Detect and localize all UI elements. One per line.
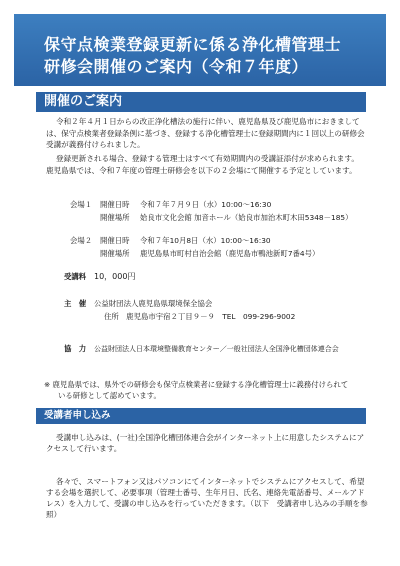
note-block: [44, 379, 374, 401]
registration-paragraph-1: 受講申し込みは、(一社)全国浄化槽団体連合会がインターネット上に用意したシステムにアクセスして行います。: [46, 433, 365, 453]
section-heading-guide: 開催のご案内: [36, 92, 366, 112]
venue1-label: 会場１: [70, 200, 93, 209]
note-line-1: ※ 鹿児島県では、県外での研修会も保守点検業者に登録する浄化槽管理士に義務付けられて: [44, 380, 349, 389]
venue2-label: 会場２: [70, 236, 93, 245]
venue2-place: 鹿児島県市町村自治会館（鹿児島市鴨池新町7番4号）: [140, 249, 320, 258]
cooperation-label: 協 力: [64, 344, 87, 353]
venue2-place-label: 開催場所: [100, 249, 130, 258]
title-line-1: 保守点検業登録更新に係る浄化槽管理士: [44, 35, 342, 54]
section-heading-registration: 受講者申し込み: [36, 408, 366, 424]
venue1-place-label: 開催場所: [100, 213, 130, 222]
fee-value: 10，000円: [94, 272, 136, 281]
intro-paragraph-1: 令和２年４月１日からの改正浄化槽法の施行に伴い、鹿児島県及び鹿児島市におきましては、保守点検業者登録条例に基づき、登録する浄化槽管理士に登録期間内に１回以上の研修会受講が義務付けられました。: [46, 117, 365, 149]
intro-paragraph-2: 登録更新される場合、登録する管理士はすべて有効期間内の受講証添付が求められます。鹿児島県では、令和７年度の管理士研修会を以下の２会場にて開催する予定としています。: [46, 154, 359, 175]
venue2-date: 令和７年10月8日（水）10:00～16:30: [140, 236, 271, 245]
note-line-2: いる研修として認めています。: [58, 391, 161, 400]
venue1-place: 姶良市文化会館 加音ホール（姶良市加治木町木田5348－185）: [140, 213, 353, 222]
organizer-label: 主 催: [64, 299, 87, 308]
title-line-2: 研修会開催のご案内（令和７年度）: [44, 57, 309, 76]
venue1-date: 令和７年７月９日（水）10:00～16:30: [140, 200, 272, 209]
fee-label: 受講料: [64, 272, 87, 281]
title-banner: [14, 14, 386, 86]
document-title: [44, 34, 394, 78]
organizer-address: 住所 鹿児島市宇宿２丁目９－９ TEL 099-296-9002: [104, 312, 296, 321]
venue2-date-label: 開催日時: [100, 236, 130, 245]
cooperation-text: 公益財団法人日本環境整備教育センター／一般社団法人全国浄化槽団体連合会: [94, 345, 339, 353]
organizer-name: 公益財団法人鹿児島県環境保全協会: [94, 299, 213, 308]
venue1-date-label: 開催日時: [100, 200, 130, 209]
registration-paragraph-2: 各々で、スマートフォン又はパソコンにてインターネットでシステムにアクセスして、希望する会場を選択して、必要事項（管理士番号、生年月日、氏名、連絡先電話番号、メールアドレス）を入力して、受講の申し込みを行っていただきます。（以下 受講者申し込みの手順を参照）: [46, 477, 368, 519]
